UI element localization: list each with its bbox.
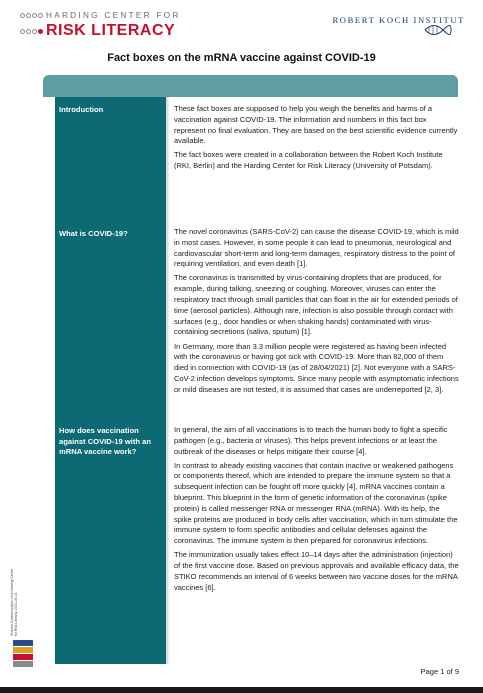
badge-caption: Science Communication Unit Harding Center for Risk Literacy, 2021-05-03 xyxy=(10,568,18,636)
section-label-what-is-covid: What is COVID-19? xyxy=(59,229,128,238)
section-how-vaccination-works xyxy=(174,425,459,597)
section-label-how-vaccination-works: How does vaccination against COVID-19 with an mRNA vaccine work? xyxy=(59,426,151,456)
header-band xyxy=(43,75,458,97)
paragraph: The fact boxes were created in a collaboration between the Robert Koch Institute (RKI, Berlin) and the Harding Center for Risk Literacy (University of Potsdam). xyxy=(174,150,443,171)
badge-stripe-grey xyxy=(13,661,33,667)
paragraph: These fact boxes are supposed to help you weigh the benefits and harms of a vaccination against COVID-19. The information and numbers in this fact box represent no final evaluation. They are based on the best scientific evidence currently available. xyxy=(174,104,458,146)
logo-dots-top xyxy=(20,13,43,18)
sidebar-shadow xyxy=(166,97,170,664)
section-label-introduction: Introduction xyxy=(59,105,104,114)
badge-stripe-blue xyxy=(13,640,33,646)
paragraph: In general, the aim of all vaccinations is to teach the human body to fight a specific pathogen (e.g., bacteria or viruses). This helps prevent infections or at least the outbreak of the diseases or helps mitigate their course [4]. xyxy=(174,425,448,456)
paragraph: The immunization usually takes effect 10–14 days after the administration (injection) of the first vaccine dose. Based on previous approvals and available efficacy data, the STIKO recommends an interval of 6 weeks between two vaccine doses for the mRNA vaccines [6]. xyxy=(174,550,459,592)
page-title: Fact boxes on the mRNA vaccine against COVID-19 xyxy=(107,52,376,64)
paragraph: The coronavirus is transmitted by virus-containing droplets that are produced, for example, during talking, sneezing or coughing. Moreover, viruses can enter the respiratory tract through small particles that can float in the air for extended periods of time (aerosol particles). Although rare, infection is also possible through contact with surfaces (e.g., door handles or when shaking hands) contaminated with virus-containing secretions (saliva, sputum) [1]. xyxy=(174,273,458,337)
harding-center-logo xyxy=(20,9,181,40)
section-introduction xyxy=(174,104,459,175)
logo-dots-bottom xyxy=(20,29,43,34)
risk-literacy-text: RISK LITERACY xyxy=(46,22,176,39)
paragraph: The novel coronavirus (SARS-CoV-2) can cause the disease COVID-19, which is mild in most cases. However, in some people it can lead to pneumonia, neurological and cardiovascular short-term and long-term damages, respiratory distress to the point of requiring ventilation, and even death [1]. xyxy=(174,227,459,269)
paragraph: In contrast to already existing vaccines that contain inactive or weakened pathogens or components thereof, which are intended to prepare the immune system so that a subsequent infection can be fought off more quickly [4], mRNA vaccines contain a blueprint. This blueprint in the form of genetic information of the coronavirus (spike protein) is called messenger RNA or messenger RNA (mRNA). With its help, the spike proteins are produced in body cells after vaccination, which in turn stimulate the immune system to form specific antibodies and cellular defenses against the coronavirus. The immune system is then prepared for coronavirus infections. xyxy=(174,460,458,546)
paragraph: In Germany, more than 3.3 million people were registered as having been infected with the coronavirus or having got sick with COVID-19. More than 82,000 of them died in connection with COVID-19 (as of 28/04/2021) [2]. Not everyone with a SARS-CoV-2 infection develops symptoms. Since many people with asymptomatic infections or mild diseases are not tested, it is assumed that cases are underreported [2, 3]. xyxy=(174,341,459,394)
section-sidebar xyxy=(55,97,166,664)
section-what-is-covid xyxy=(174,227,459,399)
harding-center-text: HARDING CENTER FOR xyxy=(46,10,181,20)
rki-emblem-icon xyxy=(423,22,453,38)
bottom-border xyxy=(0,687,483,693)
badge-stripe-red xyxy=(13,654,33,660)
rki-text: ROBERT KOCH INSTITUT xyxy=(332,15,465,25)
badge-stripe-yellow xyxy=(13,647,33,653)
page-number: Page 1 of 9 xyxy=(420,667,459,676)
